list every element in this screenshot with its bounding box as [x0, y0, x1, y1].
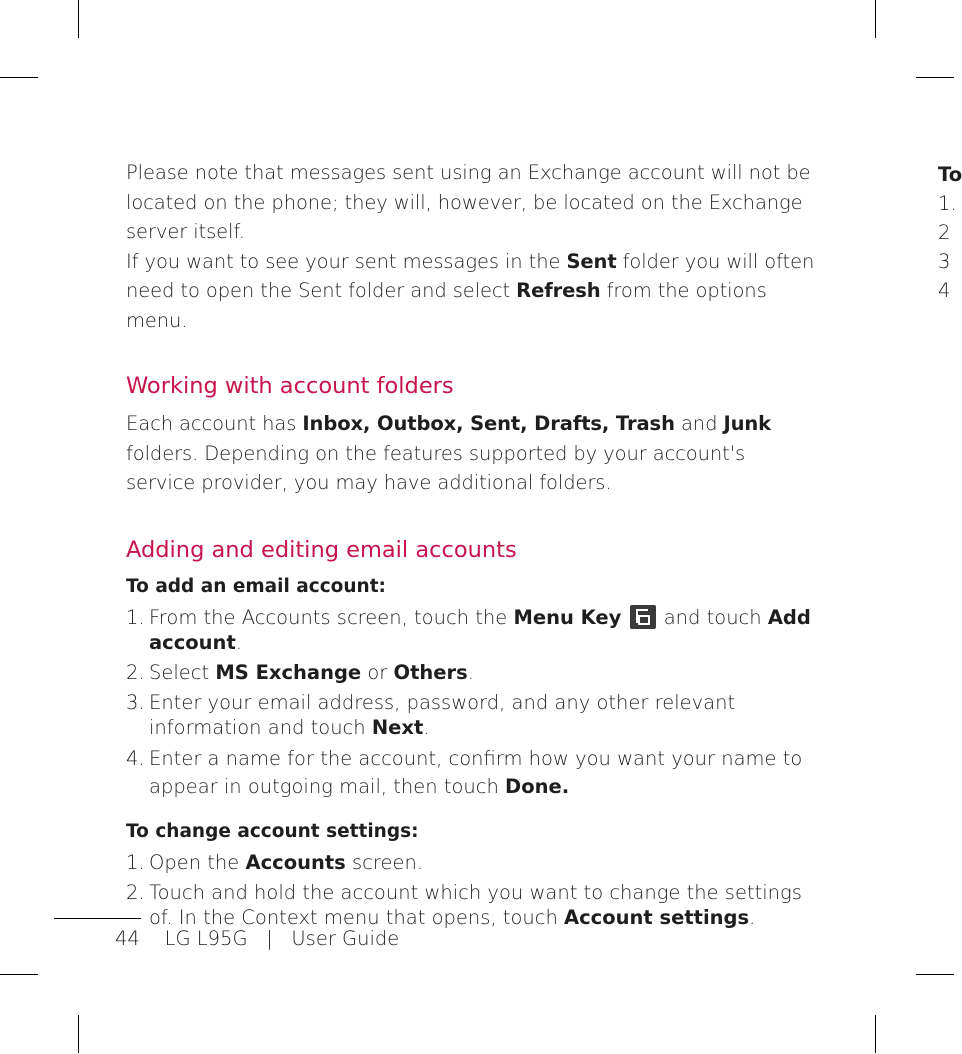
menu-key-icon	[630, 605, 656, 629]
page-footer	[115, 926, 399, 952]
crop-mark	[875, 0, 876, 38]
intro-paragraph-2: If you want to see your sent messages in the Sent folder you will often need to open the Sent folder and select Refresh from the options menu.	[126, 249, 815, 332]
edge-text: 3	[938, 250, 951, 273]
list-item: 1. Open the Accounts screen.	[126, 850, 424, 874]
crop-mark	[78, 0, 79, 38]
model-name: LG L95G	[164, 927, 248, 950]
crop-mark	[875, 1015, 876, 1053]
edge-text: 2	[938, 221, 951, 244]
list-item: 2. Touch and hold the account which you want to change the settings of. In the Context menu that opens, touch Account settings.	[126, 880, 802, 929]
crop-mark	[0, 77, 38, 78]
folders-paragraph: Each account has Inbox, Outbox, Sent, Drafts, Trash and Junk folders. Depending on the features supported by your account's service provider, you may have additional folders.	[126, 412, 772, 494]
heading-account-folders: Working with account folders	[126, 373, 454, 399]
list-item: 4. Enter a name for the account, confirm how you want your name to appear in outgoing mail, then touch Done.	[126, 746, 803, 798]
guide-label: User Guide	[291, 927, 400, 950]
main-column	[126, 158, 816, 930]
change-settings-steps	[126, 850, 816, 930]
change-settings-title: To change account settings:	[126, 820, 419, 842]
list-item: 2. Select MS Exchange or Others.	[126, 660, 474, 684]
add-account-title: To add an email account:	[126, 575, 386, 597]
crop-mark	[0, 974, 38, 975]
next-page-edge	[938, 160, 962, 305]
add-account-steps	[126, 605, 816, 801]
page-number: 44	[115, 927, 140, 950]
list-item: 1. From the Accounts screen, touch the Menu Key and touch Add account.	[126, 605, 811, 654]
footer-separator: |	[266, 927, 273, 950]
edge-text: To	[938, 163, 962, 186]
edge-text: 4	[938, 279, 951, 302]
edge-text: 1.	[938, 192, 957, 215]
crop-mark	[78, 1015, 79, 1053]
crop-mark	[916, 974, 954, 975]
footer-rule	[54, 918, 141, 919]
list-item: 3. Enter your email address, password, and any other relevant information and touch Next.	[126, 690, 736, 739]
crop-mark	[916, 77, 954, 78]
heading-email-accounts: Adding and editing email accounts	[126, 536, 517, 563]
intro-paragraph-1: Please note that messages sent using an Exchange account will not be located on the phone; they will, however, be located on the Exchange server itself.	[126, 161, 811, 243]
